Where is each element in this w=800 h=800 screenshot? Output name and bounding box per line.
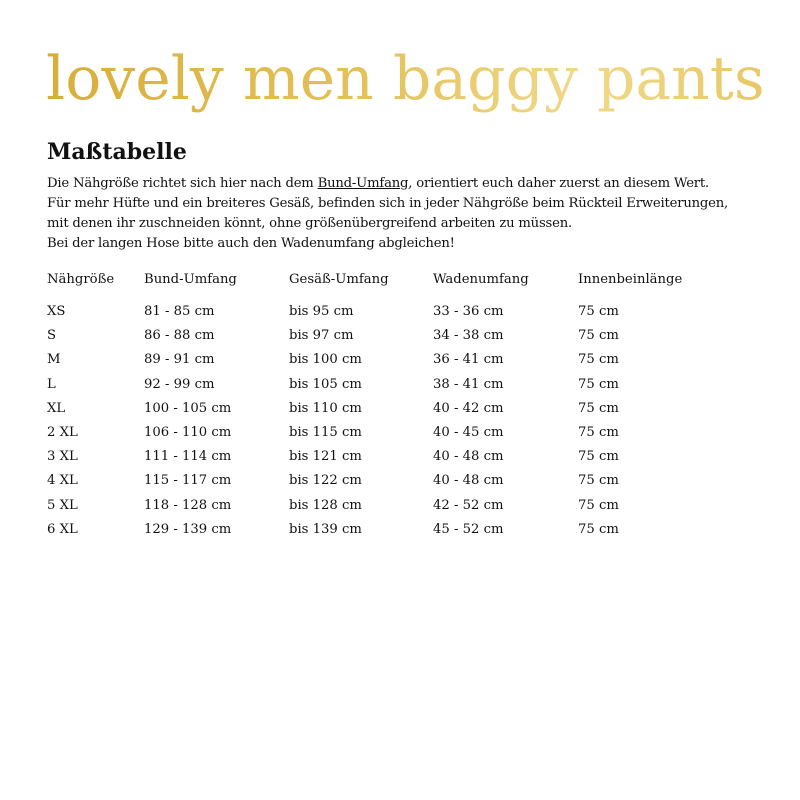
intro-line-4: Bei der langen Hose bitte auch den Wadenumfang abgleichen! <box>47 236 455 251</box>
cell-size: XL <box>47 400 66 416</box>
cell-size: XS <box>47 304 66 319</box>
intro-line-1-after: , orientiert euch daher zuerst an diesem Wert. <box>408 176 709 191</box>
cell-size: 3 XL <box>47 449 78 465</box>
cell-hip: bis 100 cm <box>289 352 362 368</box>
cell-waist: 129 - 139 cm <box>144 521 232 537</box>
cell-waist: 92 - 99 cm <box>144 376 215 392</box>
cell-calf: 40 - 48 cm <box>433 473 504 489</box>
cell-inseam: 75 cm <box>578 328 619 344</box>
table-row <box>47 326 767 350</box>
size-table <box>47 270 767 544</box>
cell-inseam: 75 cm <box>578 521 619 537</box>
section-heading: Maßtabelle <box>47 139 187 165</box>
cell-hip: bis 97 cm <box>289 328 354 344</box>
table-row <box>47 375 767 399</box>
cell-calf: 40 - 48 cm <box>433 449 504 465</box>
cell-calf: 40 - 42 cm <box>433 400 504 416</box>
cell-size: 2 XL <box>47 424 78 440</box>
cell-calf: 33 - 36 cm <box>433 304 504 319</box>
cell-calf: 38 - 41 cm <box>433 376 504 392</box>
cell-hip: bis 95 cm <box>289 304 354 319</box>
intro-line-1-before: Die Nähgröße richtet sich hier nach dem <box>47 176 318 191</box>
cell-waist: 86 - 88 cm <box>144 328 215 344</box>
cell-inseam: 75 cm <box>578 497 619 513</box>
cell-hip: bis 121 cm <box>289 449 362 465</box>
cell-hip: bis 110 cm <box>289 400 362 416</box>
bund-umfang-emphasis: Bund-Umfang <box>317 176 409 191</box>
cell-inseam: 75 cm <box>578 424 619 440</box>
cell-waist: 106 - 110 cm <box>144 424 232 440</box>
table-header-row <box>47 270 767 300</box>
cell-inseam: 75 cm <box>578 304 619 319</box>
table-row <box>47 302 767 326</box>
table-body <box>47 302 767 544</box>
header-calf: Wadenumfang <box>433 272 529 287</box>
cell-calf: 42 - 52 cm <box>433 497 504 513</box>
cell-hip: bis 105 cm <box>289 376 362 392</box>
table-row <box>47 471 767 495</box>
cell-calf: 34 - 38 cm <box>433 328 504 344</box>
cell-size: 4 XL <box>47 473 78 489</box>
header-waist: Bund-Umfang <box>144 272 237 287</box>
cell-hip: bis 139 cm <box>289 521 362 537</box>
cell-waist: 118 - 128 cm <box>144 497 232 513</box>
cell-size: 6 XL <box>47 521 78 537</box>
cell-hip: bis 128 cm <box>289 497 362 513</box>
intro-line-3: mit denen ihr zuschneiden könnt, ohne größenübergreifend arbeiten zu müssen. <box>47 216 572 231</box>
header-size: Nähgröße <box>47 272 115 287</box>
cell-calf: 36 - 41 cm <box>433 352 504 368</box>
cell-inseam: 75 cm <box>578 449 619 465</box>
cell-waist: 100 - 105 cm <box>144 400 232 416</box>
cell-waist: 111 - 114 cm <box>144 449 232 465</box>
table-row <box>47 423 767 447</box>
intro-line-2: Für mehr Hüfte und ein breiteres Gesäß, befinden sich in jeder Nähgröße beim Rückteil Erweiterungen, <box>47 196 729 211</box>
page-title: lovely men baggy pants <box>46 38 765 120</box>
cell-size: 5 XL <box>47 497 78 513</box>
cell-size: S <box>47 328 57 344</box>
cell-calf: 40 - 45 cm <box>433 424 504 440</box>
header-hip: Gesäß-Umfang <box>289 272 389 287</box>
cell-calf: 45 - 52 cm <box>433 521 504 537</box>
cell-hip: bis 115 cm <box>289 424 362 440</box>
cell-waist: 89 - 91 cm <box>144 352 215 368</box>
table-row <box>47 496 767 520</box>
cell-inseam: 75 cm <box>578 352 619 368</box>
cell-size: L <box>47 376 56 392</box>
header-inseam: Innenbeinlänge <box>578 272 683 287</box>
table-row <box>47 447 767 471</box>
cell-inseam: 75 cm <box>578 376 619 392</box>
cell-waist: 81 - 85 cm <box>144 304 215 319</box>
cell-inseam: 75 cm <box>578 400 619 416</box>
intro-line-1 <box>47 174 787 194</box>
cell-waist: 115 - 117 cm <box>144 473 232 489</box>
table-row <box>47 399 767 423</box>
cell-inseam: 75 cm <box>578 473 619 489</box>
cell-hip: bis 122 cm <box>289 473 362 489</box>
intro-text <box>47 174 787 254</box>
table-row <box>47 520 767 544</box>
cell-size: M <box>47 352 61 368</box>
table-row <box>47 350 767 374</box>
